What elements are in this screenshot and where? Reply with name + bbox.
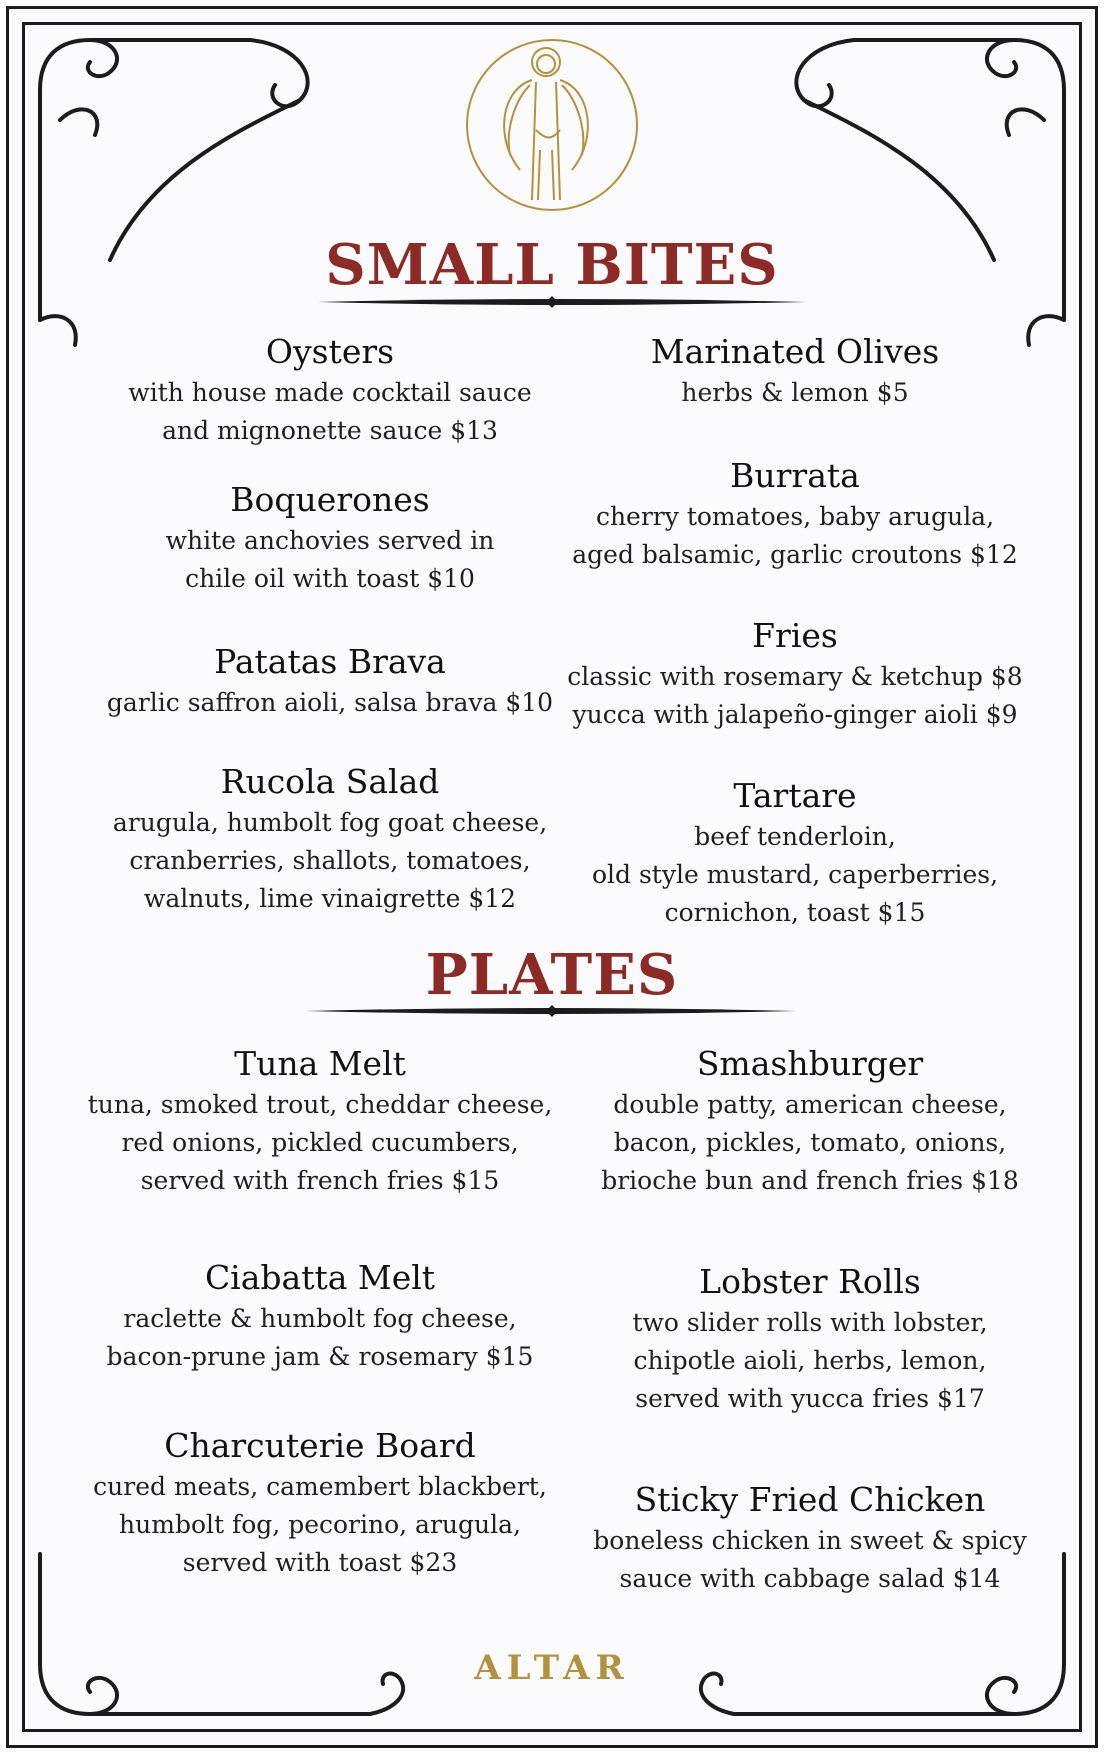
item-name: Smashburger	[696, 1044, 924, 1083]
item-name: Oysters	[265, 332, 395, 371]
menu-item	[80, 1042, 560, 1200]
menu-item	[570, 1260, 1050, 1418]
item-description: raclette & humbolt fog cheese, bacon-prune jam & rosemary $15	[106, 1304, 534, 1371]
item-description: boneless chicken in sweet & spicy sauce with cabbage salad $14	[593, 1526, 1027, 1593]
menu-item	[570, 1042, 1050, 1200]
menu-item	[100, 478, 560, 598]
corner-scroll-top-right-icon	[796, 40, 1064, 345]
item-description: two slider rolls with lobster, chipotle aioli, herbs, lemon, served with yucca fries $17	[632, 1308, 988, 1413]
item-name: Rucola Salad	[220, 762, 440, 801]
item-name: Boquerones	[230, 480, 430, 519]
item-name: Burrata	[730, 456, 860, 495]
item-description: white anchovies served in chile oil with toast $10	[165, 526, 495, 593]
section-title-small-bites: SMALL BITES	[325, 232, 779, 298]
menu-item	[100, 640, 560, 722]
item-description: arugula, humbolt fog goat cheese, cranberries, shallots, tomatoes, walnuts, lime vinaigrette $12	[112, 808, 548, 913]
item-name: Ciabatta Melt	[204, 1258, 436, 1297]
item-description: with house made cocktail sauce and mignonette sauce $13	[128, 378, 532, 445]
menu-item	[80, 1256, 560, 1376]
item-name: Tartare	[733, 776, 857, 815]
menu-item	[570, 1478, 1050, 1598]
item-description: cured meats, camembert blackbert, humbolt fog, pecorino, arugula, served with toast $23	[93, 1472, 547, 1577]
menu-item	[560, 774, 1030, 932]
menu-item	[100, 760, 560, 918]
corner-scroll-top-left-icon	[40, 40, 308, 345]
item-name: Lobster Rolls	[699, 1262, 921, 1301]
item-name: Marinated Olives	[650, 332, 940, 371]
item-name: Charcuterie Board	[164, 1426, 476, 1465]
item-name: Patatas Brava	[214, 642, 446, 681]
brand-logo: ALTAR	[474, 1648, 630, 1688]
item-description: cherry tomatoes, baby arugula, aged balsamic, garlic croutons $12	[572, 502, 1018, 569]
item-description: tuna, smoked trout, cheddar cheese, red onions, pickled cucumbers, served with french fries $15	[87, 1090, 553, 1195]
menu-item	[80, 1424, 560, 1582]
section-title-plates: PLATES	[425, 942, 679, 1008]
item-description: garlic saffron aioli, salsa brava $10	[106, 688, 554, 717]
menu-item	[560, 454, 1030, 574]
menu-item	[100, 330, 560, 450]
angel-medallion-icon	[467, 40, 637, 210]
item-description: beef tenderloin, old style mustard, caperberries, cornichon, toast $15	[591, 822, 999, 927]
menu-item	[560, 614, 1030, 734]
item-name: Tuna Melt	[234, 1044, 406, 1083]
item-description: double patty, american cheese, bacon, pickles, tomato, onions, brioche bun and french fries $18	[601, 1090, 1019, 1195]
item-name: Sticky Fried Chicken	[634, 1480, 986, 1519]
item-description: classic with rosemary & ketchup $8 yucca with jalapeño-ginger aioli $9	[567, 662, 1023, 729]
item-name: Fries	[752, 616, 838, 655]
menu-item	[560, 330, 1030, 412]
item-description: herbs & lemon $5	[681, 378, 909, 407]
